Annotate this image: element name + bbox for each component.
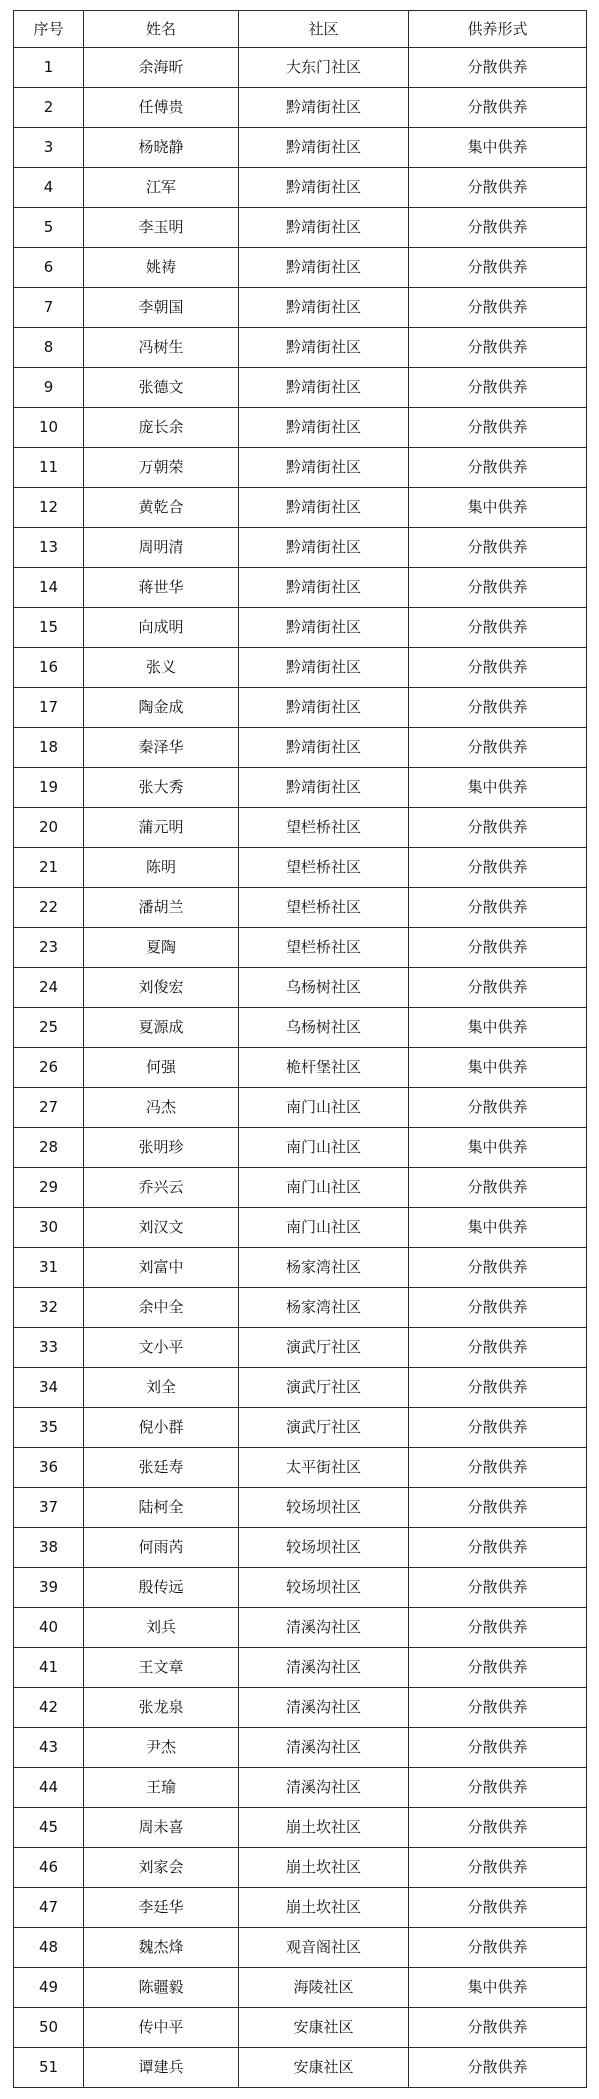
cell-name: 陈明 [84, 848, 239, 888]
cell-community: 黔靖街社区 [239, 88, 409, 128]
table-row [14, 968, 587, 1008]
cell-support-type: 分散供养 [409, 928, 587, 968]
table-row [14, 1568, 587, 1608]
cell-name: 万朝荣 [84, 448, 239, 488]
cell-index: 19 [14, 768, 84, 808]
cell-name: 冯树生 [84, 328, 239, 368]
cell-name: 余海昕 [84, 48, 239, 88]
cell-index: 42 [14, 1688, 84, 1728]
cell-support-type: 集中供养 [409, 128, 587, 168]
cell-community: 黔靖街社区 [239, 608, 409, 648]
cell-support-type: 分散供养 [409, 2048, 587, 2088]
table-row [14, 128, 587, 168]
cell-community: 南门山社区 [239, 1128, 409, 1168]
table-row [14, 448, 587, 488]
cell-index: 11 [14, 448, 84, 488]
cell-name: 任傅贵 [84, 88, 239, 128]
table-row [14, 648, 587, 688]
cell-name: 王文章 [84, 1648, 239, 1688]
cell-index: 5 [14, 208, 84, 248]
header-row [14, 11, 587, 48]
table-row [14, 1408, 587, 1448]
table-row [14, 848, 587, 888]
cell-name: 张廷寿 [84, 1448, 239, 1488]
table-row [14, 48, 587, 88]
cell-community: 黔靖街社区 [239, 128, 409, 168]
cell-index: 16 [14, 648, 84, 688]
cell-name: 何强 [84, 1048, 239, 1088]
cell-community: 清溪沟社区 [239, 1648, 409, 1688]
table-row [14, 1968, 587, 2008]
table-row [14, 1528, 587, 1568]
cell-support-type: 分散供养 [409, 1248, 587, 1288]
cell-index: 21 [14, 848, 84, 888]
table-row [14, 1688, 587, 1728]
cell-index: 34 [14, 1368, 84, 1408]
table-row [14, 1368, 587, 1408]
table-row [14, 368, 587, 408]
cell-community: 黔靖街社区 [239, 408, 409, 448]
cell-name: 王瑜 [84, 1768, 239, 1808]
table-row [14, 1608, 587, 1648]
header-index: 序号 [14, 11, 84, 48]
cell-index: 9 [14, 368, 84, 408]
cell-name: 庞长余 [84, 408, 239, 448]
table-row [14, 1768, 587, 1808]
cell-index: 8 [14, 328, 84, 368]
cell-community: 安康社区 [239, 2048, 409, 2088]
cell-name: 刘富中 [84, 1248, 239, 1288]
cell-community: 黔靖街社区 [239, 288, 409, 328]
cell-community: 清溪沟社区 [239, 1768, 409, 1808]
table-row [14, 728, 587, 768]
cell-community: 清溪沟社区 [239, 1608, 409, 1648]
cell-index: 50 [14, 2008, 84, 2048]
table-body [14, 48, 587, 2088]
cell-community: 黔靖街社区 [239, 168, 409, 208]
cell-name: 张明珍 [84, 1128, 239, 1168]
cell-community: 黔靖街社区 [239, 328, 409, 368]
cell-index: 40 [14, 1608, 84, 1648]
cell-support-type: 分散供养 [409, 1928, 587, 1968]
cell-support-type: 分散供养 [409, 1688, 587, 1728]
cell-name: 夏陶 [84, 928, 239, 968]
cell-support-type: 集中供养 [409, 1048, 587, 1088]
cell-support-type: 分散供养 [409, 1528, 587, 1568]
cell-community: 杨家湾社区 [239, 1248, 409, 1288]
cell-community: 黔靖街社区 [239, 248, 409, 288]
cell-support-type: 集中供养 [409, 1968, 587, 2008]
cell-index: 4 [14, 168, 84, 208]
cell-name: 冯杰 [84, 1088, 239, 1128]
cell-support-type: 分散供养 [409, 1648, 587, 1688]
cell-index: 6 [14, 248, 84, 288]
cell-index: 20 [14, 808, 84, 848]
cell-name: 谭建兵 [84, 2048, 239, 2088]
cell-support-type: 集中供养 [409, 768, 587, 808]
cell-support-type: 分散供养 [409, 1728, 587, 1768]
cell-index: 25 [14, 1008, 84, 1048]
cell-support-type: 分散供养 [409, 688, 587, 728]
cell-index: 7 [14, 288, 84, 328]
cell-community: 望栏桥社区 [239, 848, 409, 888]
cell-community: 桅杆堡社区 [239, 1048, 409, 1088]
cell-support-type: 分散供养 [409, 1488, 587, 1528]
table-row [14, 2048, 587, 2088]
cell-name: 传中平 [84, 2008, 239, 2048]
table-row [14, 688, 587, 728]
cell-community: 杨家湾社区 [239, 1288, 409, 1328]
cell-index: 45 [14, 1808, 84, 1848]
table-row [14, 808, 587, 848]
cell-support-type: 分散供养 [409, 528, 587, 568]
cell-support-type: 集中供养 [409, 1208, 587, 1248]
cell-name: 李玉明 [84, 208, 239, 248]
cell-name: 夏源成 [84, 1008, 239, 1048]
cell-support-type: 分散供养 [409, 728, 587, 768]
table-row [14, 568, 587, 608]
cell-support-type: 分散供养 [409, 1448, 587, 1488]
cell-support-type: 分散供养 [409, 1848, 587, 1888]
table-row [14, 168, 587, 208]
cell-support-type: 分散供养 [409, 248, 587, 288]
cell-name: 刘汉文 [84, 1208, 239, 1248]
cell-index: 36 [14, 1448, 84, 1488]
cell-community: 大东门社区 [239, 48, 409, 88]
table-row [14, 1008, 587, 1048]
cell-index: 28 [14, 1128, 84, 1168]
table-row [14, 608, 587, 648]
cell-index: 44 [14, 1768, 84, 1808]
cell-community: 演武厅社区 [239, 1328, 409, 1368]
cell-support-type: 分散供养 [409, 448, 587, 488]
cell-community: 黔靖街社区 [239, 488, 409, 528]
cell-community: 黔靖街社区 [239, 368, 409, 408]
cell-name: 李朝国 [84, 288, 239, 328]
cell-community: 较场坝社区 [239, 1568, 409, 1608]
cell-name: 李廷华 [84, 1888, 239, 1928]
cell-name: 余中全 [84, 1288, 239, 1328]
cell-name: 蒋世华 [84, 568, 239, 608]
table-row [14, 1808, 587, 1848]
cell-name: 文小平 [84, 1328, 239, 1368]
table-row [14, 88, 587, 128]
cell-index: 32 [14, 1288, 84, 1328]
cell-index: 3 [14, 128, 84, 168]
cell-index: 41 [14, 1648, 84, 1688]
cell-community: 演武厅社区 [239, 1408, 409, 1448]
header-name: 姓名 [84, 11, 239, 48]
cell-name: 魏杰烽 [84, 1928, 239, 1968]
table-row [14, 408, 587, 448]
cell-index: 23 [14, 928, 84, 968]
cell-community: 黔靖街社区 [239, 688, 409, 728]
cell-support-type: 分散供养 [409, 1608, 587, 1648]
cell-name: 张大秀 [84, 768, 239, 808]
cell-community: 南门山社区 [239, 1168, 409, 1208]
cell-index: 43 [14, 1728, 84, 1768]
cell-index: 37 [14, 1488, 84, 1528]
cell-name: 张德文 [84, 368, 239, 408]
cell-index: 27 [14, 1088, 84, 1128]
cell-community: 观音阁社区 [239, 1928, 409, 1968]
cell-support-type: 分散供养 [409, 1288, 587, 1328]
cell-community: 望栏桥社区 [239, 808, 409, 848]
cell-index: 1 [14, 48, 84, 88]
cell-support-type: 分散供养 [409, 648, 587, 688]
cell-support-type: 分散供养 [409, 1808, 587, 1848]
table-row [14, 888, 587, 928]
data-sheet [13, 10, 586, 2088]
cell-community: 望栏桥社区 [239, 888, 409, 928]
cell-community: 较场坝社区 [239, 1488, 409, 1528]
cell-name: 刘全 [84, 1368, 239, 1408]
cell-index: 46 [14, 1848, 84, 1888]
table-row [14, 1088, 587, 1128]
cell-index: 18 [14, 728, 84, 768]
table-row [14, 768, 587, 808]
cell-community: 清溪沟社区 [239, 1728, 409, 1768]
cell-name: 乔兴云 [84, 1168, 239, 1208]
cell-support-type: 分散供养 [409, 568, 587, 608]
cell-name: 陈疆毅 [84, 1968, 239, 2008]
cell-support-type: 分散供养 [409, 328, 587, 368]
cell-name: 姚祷 [84, 248, 239, 288]
cell-support-type: 分散供养 [409, 408, 587, 448]
cell-name: 周明清 [84, 528, 239, 568]
table-row [14, 1208, 587, 1248]
cell-community: 乌杨树社区 [239, 968, 409, 1008]
cell-name: 刘兵 [84, 1608, 239, 1648]
cell-community: 清溪沟社区 [239, 1688, 409, 1728]
cell-name: 周未喜 [84, 1808, 239, 1848]
cell-name: 陆柯全 [84, 1488, 239, 1528]
cell-support-type: 分散供养 [409, 208, 587, 248]
cell-community: 乌杨树社区 [239, 1008, 409, 1048]
table-row [14, 1128, 587, 1168]
table-row [14, 1648, 587, 1688]
cell-name: 倪小群 [84, 1408, 239, 1448]
cell-index: 29 [14, 1168, 84, 1208]
cell-index: 2 [14, 88, 84, 128]
cell-support-type: 分散供养 [409, 608, 587, 648]
cell-support-type: 集中供养 [409, 1128, 587, 1168]
cell-index: 22 [14, 888, 84, 928]
cell-name: 杨晓静 [84, 128, 239, 168]
cell-name: 潘胡兰 [84, 888, 239, 928]
cell-support-type: 分散供养 [409, 808, 587, 848]
cell-name: 刘家会 [84, 1848, 239, 1888]
cell-community: 南门山社区 [239, 1208, 409, 1248]
cell-community: 崩土坎社区 [239, 1808, 409, 1848]
table-row [14, 928, 587, 968]
cell-name: 何雨芮 [84, 1528, 239, 1568]
cell-support-type: 分散供养 [409, 48, 587, 88]
cell-index: 14 [14, 568, 84, 608]
cell-index: 35 [14, 1408, 84, 1448]
cell-community: 南门山社区 [239, 1088, 409, 1128]
cell-support-type: 分散供养 [409, 968, 587, 1008]
cell-name: 殷传远 [84, 1568, 239, 1608]
cell-community: 望栏桥社区 [239, 928, 409, 968]
table-row [14, 1168, 587, 1208]
cell-index: 17 [14, 688, 84, 728]
cell-community: 黔靖街社区 [239, 768, 409, 808]
cell-index: 38 [14, 1528, 84, 1568]
cell-support-type: 分散供养 [409, 168, 587, 208]
table-row [14, 1488, 587, 1528]
cell-name: 江军 [84, 168, 239, 208]
table-row [14, 1328, 587, 1368]
cell-support-type: 分散供养 [409, 1888, 587, 1928]
cell-index: 39 [14, 1568, 84, 1608]
cell-name: 张义 [84, 648, 239, 688]
table-row [14, 1728, 587, 1768]
table-row [14, 1288, 587, 1328]
cell-index: 10 [14, 408, 84, 448]
cell-name: 向成明 [84, 608, 239, 648]
cell-community: 崩土坎社区 [239, 1888, 409, 1928]
cell-name: 陶金成 [84, 688, 239, 728]
cell-index: 30 [14, 1208, 84, 1248]
cell-support-type: 分散供养 [409, 1328, 587, 1368]
cell-index: 51 [14, 2048, 84, 2088]
cell-support-type: 分散供养 [409, 368, 587, 408]
cell-support-type: 分散供养 [409, 2008, 587, 2048]
table-row [14, 1048, 587, 1088]
cell-community: 崩土坎社区 [239, 1848, 409, 1888]
cell-index: 49 [14, 1968, 84, 2008]
cell-name: 秦泽华 [84, 728, 239, 768]
cell-index: 31 [14, 1248, 84, 1288]
table-row [14, 288, 587, 328]
cell-name: 黄乾合 [84, 488, 239, 528]
cell-community: 安康社区 [239, 2008, 409, 2048]
cell-support-type: 分散供养 [409, 848, 587, 888]
cell-index: 13 [14, 528, 84, 568]
table-row [14, 1928, 587, 1968]
cell-support-type: 分散供养 [409, 88, 587, 128]
cell-index: 12 [14, 488, 84, 528]
table-row [14, 528, 587, 568]
cell-community: 演武厅社区 [239, 1368, 409, 1408]
cell-community: 黔靖街社区 [239, 208, 409, 248]
table-row [14, 208, 587, 248]
header-support-type: 供养形式 [409, 11, 587, 48]
cell-support-type: 分散供养 [409, 1168, 587, 1208]
cell-support-type: 集中供养 [409, 1008, 587, 1048]
cell-support-type: 分散供养 [409, 1408, 587, 1448]
cell-support-type: 分散供养 [409, 1568, 587, 1608]
table-row [14, 248, 587, 288]
cell-community: 海陵社区 [239, 1968, 409, 2008]
cell-support-type: 分散供养 [409, 1368, 587, 1408]
records-table [13, 10, 587, 2088]
cell-name: 蒲元明 [84, 808, 239, 848]
cell-index: 15 [14, 608, 84, 648]
cell-support-type: 分散供养 [409, 888, 587, 928]
cell-community: 黔靖街社区 [239, 448, 409, 488]
cell-index: 48 [14, 1928, 84, 1968]
table-row [14, 1448, 587, 1488]
cell-index: 33 [14, 1328, 84, 1368]
cell-name: 张龙泉 [84, 1688, 239, 1728]
table-row [14, 488, 587, 528]
cell-index: 26 [14, 1048, 84, 1088]
cell-index: 24 [14, 968, 84, 1008]
table-row [14, 1888, 587, 1928]
table-row [14, 1248, 587, 1288]
table-row [14, 328, 587, 368]
cell-name: 尹杰 [84, 1728, 239, 1768]
cell-community: 黔靖街社区 [239, 568, 409, 608]
cell-name: 刘俊宏 [84, 968, 239, 1008]
cell-support-type: 分散供养 [409, 288, 587, 328]
cell-community: 较场坝社区 [239, 1528, 409, 1568]
table-row [14, 1848, 587, 1888]
cell-index: 47 [14, 1888, 84, 1928]
table-row [14, 2008, 587, 2048]
cell-community: 黔靖街社区 [239, 648, 409, 688]
cell-support-type: 集中供养 [409, 488, 587, 528]
cell-support-type: 分散供养 [409, 1768, 587, 1808]
cell-support-type: 分散供养 [409, 1088, 587, 1128]
cell-community: 太平街社区 [239, 1448, 409, 1488]
cell-community: 黔靖街社区 [239, 528, 409, 568]
header-community: 社区 [239, 11, 409, 48]
cell-community: 黔靖街社区 [239, 728, 409, 768]
